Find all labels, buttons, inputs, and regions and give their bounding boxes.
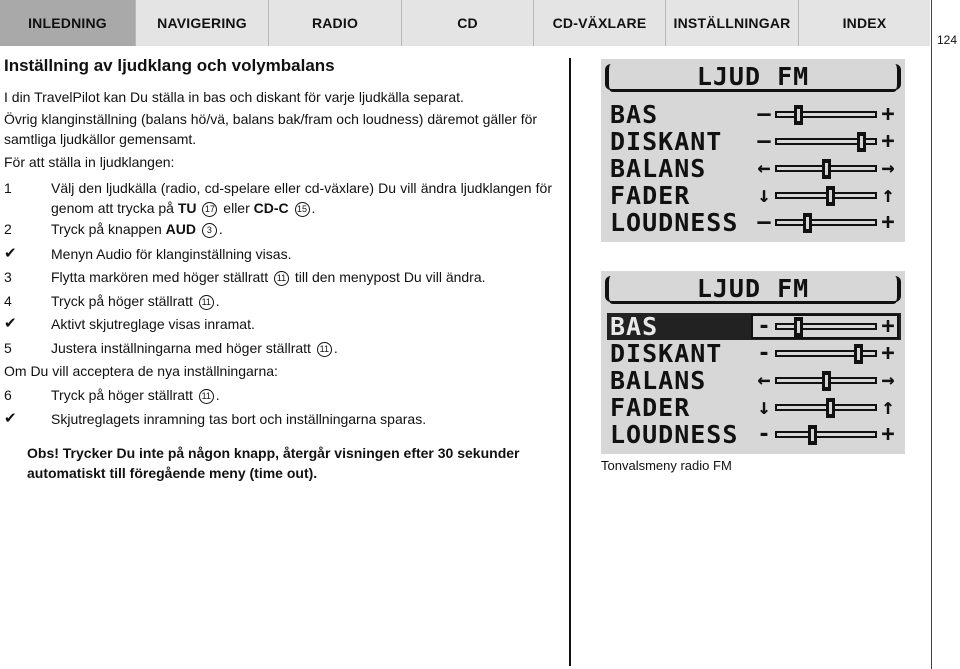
- slider-max-icon: +: [881, 210, 895, 235]
- ref-marker: 11: [199, 295, 214, 310]
- lcd-row-label: DISKANT: [610, 127, 723, 156]
- step-number: 1: [4, 180, 12, 196]
- slider-knob: [857, 132, 866, 152]
- ref-marker: 11: [317, 342, 332, 357]
- slider-max-icon: →: [881, 156, 895, 181]
- accept-heading: Om Du vill acceptera de nya inställningarna:: [4, 363, 278, 379]
- slider-max-icon: ↑: [881, 395, 895, 420]
- slider-knob: [808, 425, 817, 445]
- lcd-row-label: FADER: [610, 181, 691, 210]
- lcd-row-diskant: [607, 340, 901, 367]
- slider-knob: [826, 398, 835, 418]
- slider-min-icon: —: [757, 102, 771, 127]
- slider-max-icon: →: [881, 368, 895, 393]
- slider-min-icon: ←: [757, 368, 771, 393]
- step-number: 4: [4, 293, 12, 309]
- lcd-row-bas: [607, 313, 901, 340]
- result-text: Aktivt skjutreglage visas inramat.: [51, 316, 255, 332]
- tab-cd-vaxlare[interactable]: CD-VÄXLARE: [534, 0, 666, 46]
- step-1: [4, 178, 552, 218]
- step-number: 3: [4, 269, 12, 285]
- result-text: Skjutreglagets inramning tas bort och inställningarna sparas.: [51, 411, 427, 427]
- key-tu: TU: [177, 200, 197, 216]
- tab-navigering[interactable]: NAVIGERING: [136, 0, 269, 46]
- lcd-row-label: LOUDNESS: [610, 420, 739, 449]
- lcd-row-label: LOUDNESS: [610, 208, 739, 237]
- slider-max-icon: +: [881, 314, 895, 339]
- ref-marker: 17: [202, 202, 217, 217]
- ref-marker: 11: [199, 389, 214, 404]
- key-aud: AUD: [165, 221, 196, 237]
- tab-inledning[interactable]: INLEDNING: [0, 0, 136, 46]
- slider-knob: [826, 186, 835, 206]
- lcd-row-label: BALANS: [610, 154, 707, 183]
- check-3: [4, 409, 552, 429]
- lcd-row-loudness: [607, 421, 901, 448]
- note-obs: Obs! Trycker Du inte på någon knapp, återgår visningen efter 30 sekunder automatiskt till föregående meny (time out).: [27, 445, 520, 481]
- lcd-screen-audio-menu-selected: [601, 271, 905, 454]
- lcd-screen-audio-menu: [601, 59, 905, 242]
- slider-track: [775, 111, 877, 118]
- step-text: Tryck på höger ställratt 11 .: [51, 387, 220, 403]
- slider-min-icon: ↓: [757, 395, 771, 420]
- lcd-row-label: BAS: [610, 312, 659, 341]
- slider-knob: [854, 344, 863, 364]
- lcd-row-label: DISKANT: [610, 339, 723, 368]
- column-divider: [569, 58, 571, 666]
- step-number: 5: [4, 340, 12, 356]
- checkmark-icon: ✔: [4, 410, 17, 427]
- slider-knob: [794, 317, 803, 337]
- tab-index[interactable]: INDEX: [799, 0, 930, 46]
- slider-track: [775, 323, 877, 330]
- key-cd-c: CD-C: [253, 200, 289, 216]
- slider-min-icon: -: [757, 314, 771, 339]
- step-2: [4, 219, 552, 239]
- lcd-row-label: FADER: [610, 393, 691, 422]
- step-text: Flytta markören med höger ställratt 11 till den menypost Du vill ändra.: [51, 269, 486, 285]
- lcd-title: LJUD FM: [605, 64, 901, 90]
- lcd-row-fader: [607, 394, 901, 421]
- lcd-row-diskant: [607, 128, 901, 155]
- slider-max-icon: +: [881, 341, 895, 366]
- lcd-row-balans: [607, 155, 901, 182]
- slider-max-icon: ↑: [881, 183, 895, 208]
- page-edge-rule: [931, 0, 932, 669]
- step-number: 6: [4, 387, 12, 403]
- page-title: Inställning av ljudklang och volymbalans: [4, 56, 335, 75]
- slider-max-icon: +: [881, 102, 895, 127]
- step-number: 2: [4, 221, 12, 237]
- slider-min-icon: —: [757, 210, 771, 235]
- step-text: Välj den ljudkälla (radio, cd-spelare eller cd-växlare) Du vill ändra ljudklangen för genom att trycka på TU 17 eller CD-C 15 .: [51, 180, 552, 216]
- step-3: [4, 267, 552, 287]
- slider-knob: [803, 213, 812, 233]
- slider-min-icon: -: [757, 341, 771, 366]
- slider-max-icon: +: [881, 129, 895, 154]
- checkmark-icon: ✔: [4, 315, 17, 332]
- checkmark-icon: ✔: [4, 245, 17, 262]
- step-text: Justera inställningarna med höger ställratt 11 .: [51, 340, 338, 356]
- top-navigation: [0, 0, 930, 46]
- result-text: Menyn Audio för klanginställning visas.: [51, 246, 292, 262]
- figure-caption: Tonvalsmeny radio FM: [601, 458, 732, 473]
- slider-min-icon: ↓: [757, 183, 771, 208]
- slider-min-icon: -: [757, 422, 771, 447]
- slider-min-icon: —: [757, 129, 771, 154]
- step-5: [4, 338, 552, 358]
- tab-installningar[interactable]: INSTÄLLNINGAR: [666, 0, 799, 46]
- intro-paragraph: I din TravelPilot kan Du ställa in bas och diskant för varje ljudkälla separat.: [4, 89, 464, 105]
- instruction-heading: För att ställa in ljudklangen:: [4, 154, 175, 170]
- step-text: Tryck på höger ställratt 11 .: [51, 293, 220, 309]
- slider-knob: [794, 105, 803, 125]
- tab-radio[interactable]: RADIO: [269, 0, 402, 46]
- slider-knob: [822, 159, 831, 179]
- ref-marker: 3: [202, 223, 217, 238]
- lcd-row-label: BALANS: [610, 366, 707, 395]
- step-text: Tryck på knappen AUD 3 .: [51, 221, 223, 237]
- page-number: 124: [937, 33, 958, 47]
- slider-max-icon: +: [881, 422, 895, 447]
- lcd-row-loudness: [607, 209, 901, 236]
- slider-track: [775, 219, 877, 226]
- lcd-title: LJUD FM: [605, 276, 901, 302]
- slider-knob: [822, 371, 831, 391]
- slider-track: [775, 431, 877, 438]
- ref-marker: 15: [295, 202, 310, 217]
- lcd-row-label: BAS: [610, 100, 659, 129]
- check-2: [4, 314, 552, 334]
- lcd-row-fader: [607, 182, 901, 209]
- lcd-row-balans: [607, 367, 901, 394]
- step-4: [4, 291, 552, 311]
- tab-cd[interactable]: CD: [402, 0, 534, 46]
- lcd-row-bas: [607, 101, 901, 128]
- slider-min-icon: ←: [757, 156, 771, 181]
- check-1: [4, 244, 552, 264]
- ref-marker: 11: [274, 271, 289, 286]
- general-settings-paragraph: Övrig klanginställning (balans hö/vä, balans bak/fram och loudness) däremot gäller för samtliga ljudkällor gemensamt.: [4, 111, 538, 147]
- step-6: [4, 385, 552, 405]
